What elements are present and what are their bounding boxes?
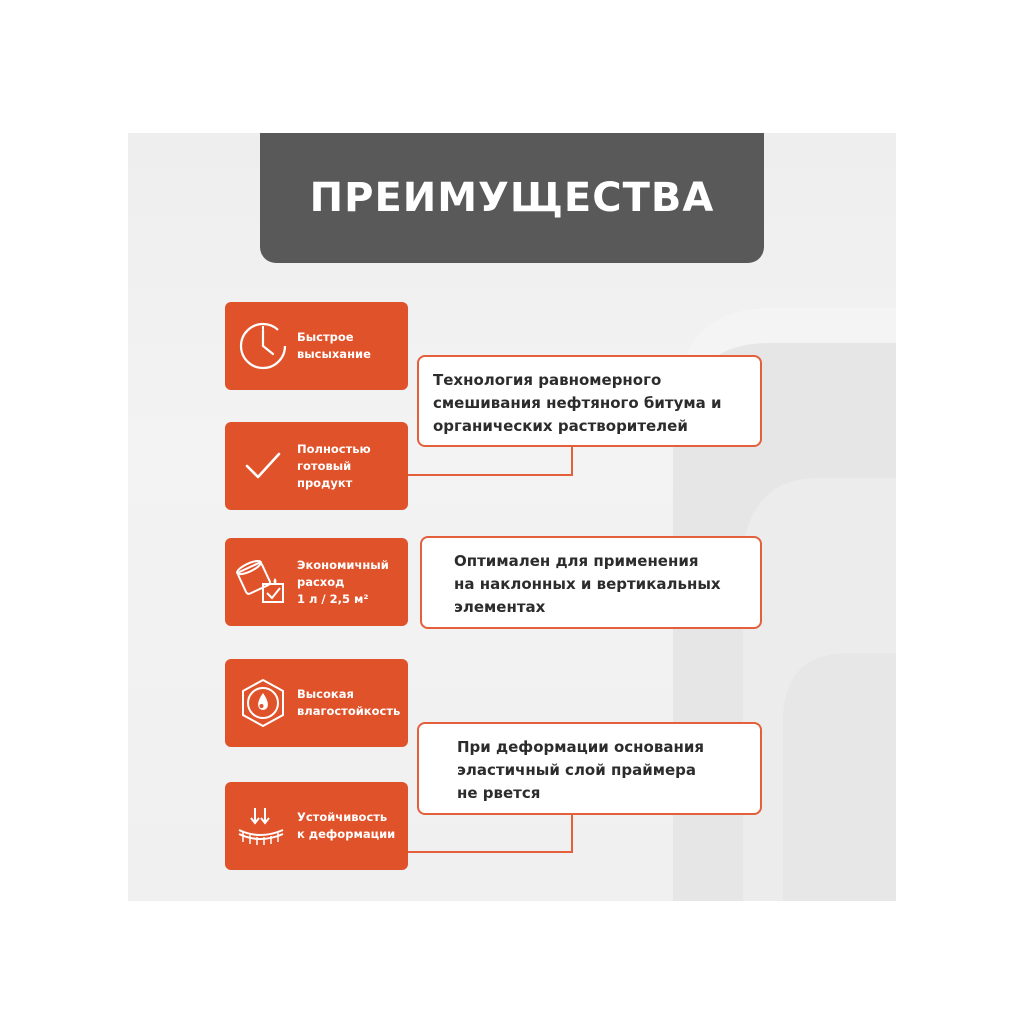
feature-label: Устойчивость к деформации xyxy=(297,810,396,841)
header-banner xyxy=(260,133,764,263)
feature-tile-ready-product xyxy=(225,422,408,510)
advantages-card xyxy=(128,133,896,901)
callout-technology: Технология равномерного смешивания нефтяного битума и органических растворителей xyxy=(417,355,762,447)
feature-label: Полностью готовый продукт xyxy=(297,441,371,490)
water-drop-hexagon-icon xyxy=(235,675,291,731)
feature-label: Высокая влагостойкость xyxy=(297,687,401,718)
feature-tile-moisture-resistance xyxy=(225,659,408,747)
feature-label: Экономичный расход 1 л / 2,5 м² xyxy=(297,557,389,606)
callout-application: Оптимален для применения на наклонных и вертикальных элементах xyxy=(420,536,762,629)
feature-tile-economical xyxy=(225,538,408,626)
feature-label: Быстрое высыхание xyxy=(297,330,371,361)
callout-elastic-layer: При деформации основания эластичный слой праймера не рвется xyxy=(417,722,762,815)
feature-tile-fast-drying xyxy=(225,302,408,390)
checkmark-icon xyxy=(235,438,291,494)
paint-can-icon xyxy=(235,554,291,610)
deformation-arrows-icon xyxy=(235,798,291,854)
page-title: ПРЕИМУЩЕСТВА xyxy=(309,175,715,221)
feature-tile-deformation-resistance xyxy=(225,782,408,870)
clock-icon xyxy=(235,318,291,374)
